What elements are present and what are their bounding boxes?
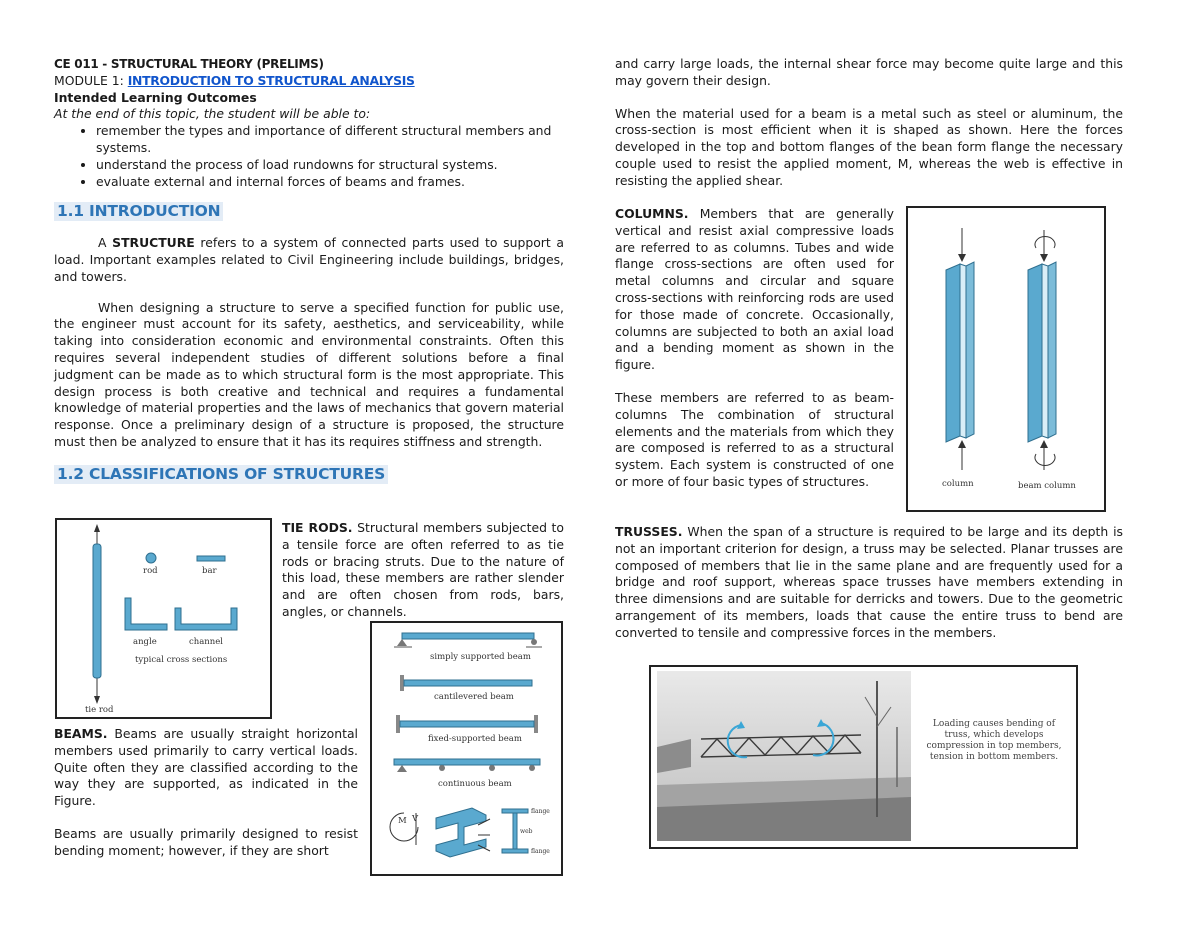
moment-label: M (398, 816, 407, 826)
columns-figure (906, 206, 1106, 512)
simply-supported-label: simply supported beam (430, 652, 531, 662)
continuous-beam (394, 759, 540, 765)
columns-paragraph (615, 206, 894, 374)
rod-section (146, 553, 156, 563)
cross-sections-caption: typical cross sections (135, 655, 228, 665)
column-member (946, 264, 960, 442)
outcome-item: • remember the types and importance of different structural members and systems. (96, 123, 564, 157)
outcome-item: • understand the process of load rundowns for structural systems. (96, 157, 564, 174)
truss-figure (649, 665, 1078, 849)
intro-paragraph-2: When designing a structure to serve a specified function for public use, the engineer must account for its safety, aesthetics, and serviceability, while taking into consideration economic and environmental constraints. Often this requires several independent studies of different solutions before a final judgment can be made as to which structural form is the most appropriate. This design process is both creative and technical and requires a fundamental knowledge of material properties and the laws of mechanics that govern material response. Once a preliminary design of a structure is proposed, the structure must then be analyzed to ensure that it has its requires stiffness and strength. (54, 299, 564, 449)
truss-photo-drawing (651, 667, 1076, 847)
simply-supported-beam (402, 633, 534, 639)
columns-text: Members that are generally vertical and resist axial compressive loads are referred to as columns. Tubes and wide flange cross-sections are often used for metal columns and circular and square cross-sections with reinforcing rods are used for those made of concrete. Occasionally, columns are subjected to both an axial load and a bending moment as shown in the figure. (615, 206, 894, 373)
beams-text: Beams are usually straight horizontal members used primarily to carry vertical loads. Quite often they are classified according to the way they are supported, as indicated in the Figure. (54, 726, 358, 809)
trusses-paragraph (615, 524, 1123, 642)
module-line (54, 73, 564, 90)
intro-text-b: refers to a system of connected parts used to support a load. Important examples related to Civil Engineering include buildings, bridges, and towers. (54, 235, 564, 284)
bar-section (197, 556, 225, 561)
outcomes-list (54, 123, 564, 190)
beams-paragraph (54, 726, 358, 810)
beam-column-label: beam column (1018, 481, 1076, 491)
tie-rods-term: TIE RODS. (282, 520, 353, 535)
right-column (615, 56, 1123, 190)
structure-term: STRUCTURE (112, 235, 195, 251)
tie-rod-member (93, 544, 101, 678)
left-column (54, 56, 564, 484)
flange-label: flange (531, 808, 550, 815)
beams-continued-paragraph: and carry large loads, the internal shear force may become quite large and this may govern their design. (615, 56, 1123, 88)
i-beam-section (436, 808, 486, 857)
intro-text-a: A (98, 235, 113, 251)
column-label: column (942, 479, 974, 489)
beams-paragraph-2: Beams are usually primarily designed to resist bending moment; however, if they are short (54, 826, 358, 858)
fixed-supported-beam (400, 721, 534, 727)
angle-label: angle (133, 637, 157, 647)
tie-rod-label: tie rod (85, 705, 114, 715)
cantilevered-label: cantilevered beam (434, 692, 514, 702)
web-label: web (520, 828, 533, 835)
beams-drawing (372, 623, 561, 874)
metal-beam-paragraph: When the material used for a beam is a metal such as steel or aluminum, the cross-section is most efficient when it is shaped as shown. Here the forces developed in the top and bottom flanges of the bean form flange the necessary couple used to resist the applied moment, M, whereas the web is effective in resisting the applied shear. (615, 105, 1123, 188)
trusses-term: TRUSSES. (615, 524, 683, 539)
columns-term: COLUMNS. (615, 206, 689, 221)
fixed-supported-label: fixed-supported beam (428, 734, 522, 744)
trusses-text: When the span of a structure is required to be large and its depth is not an important criterion for design, a truss may be selected. Planar trusses are composed of members that lie in the same plane and are frequently used for a bridge and roof support, whereas space trusses have members extending in three dimensions and are suitable for derricks and towers. Due to the geometric arrangement of its members, loads that cause the entire truss to bend are converted to tensile and compressive forces in the members. (615, 524, 1123, 640)
shear-label: V (412, 814, 419, 824)
outcomes-heading: Intended Learning Outcomes (54, 89, 257, 105)
tie-rods-text: Structural members subjected to a tensile force are often referred to as tie rods or bracing struts. Due to the nature of this load, these members are rather slender and are often chosen from rods, bars, angles, or channels. (282, 520, 564, 619)
beams-figure (370, 621, 563, 876)
tie-rods-drawing (57, 520, 270, 717)
truss-caption: Loading causes bending of truss, which develops compression in top members, tension in bottom members. (926, 719, 1062, 762)
tie-rods-figure (55, 518, 272, 719)
tie-rods-paragraph (282, 520, 564, 621)
module-title-link[interactable]: INTRODUCTION TO STRUCTURAL ANALYSIS (127, 72, 415, 88)
cantilevered-beam (404, 680, 532, 686)
course-title: CE 011 - STRUCTURAL THEORY (PRELIMS) (54, 57, 324, 71)
intro-paragraph-1 (54, 235, 564, 285)
angle-section (125, 598, 167, 630)
module-prefix: MODULE 1: (54, 72, 128, 88)
section-heading-classifications: 1.2 CLASSIFICATIONS OF STRUCTURES (54, 465, 388, 484)
outcome-item: • evaluate external and internal forces of beams and frames. (96, 174, 564, 191)
beam-columns-paragraph: These members are referred to as beam-columns The combination of structural elements and the materials from which they are composed is referred to as a structural system. Each system is constructed of one or more of four basic types of structures. (615, 390, 894, 489)
rod-label: rod (143, 566, 158, 576)
beams-term: BEAMS. (54, 726, 108, 741)
bar-label: bar (202, 566, 217, 576)
columns-drawing (908, 208, 1104, 510)
continuous-label: continuous beam (438, 779, 512, 789)
section-heading-introduction: 1.1 INTRODUCTION (54, 202, 223, 221)
beam-column-member (1028, 264, 1042, 442)
channel-section (175, 608, 237, 630)
channel-label: channel (189, 637, 223, 647)
outcomes-intro: At the end of this topic, the student will be able to: (54, 106, 371, 122)
flange-label-bottom: flange (531, 848, 550, 855)
